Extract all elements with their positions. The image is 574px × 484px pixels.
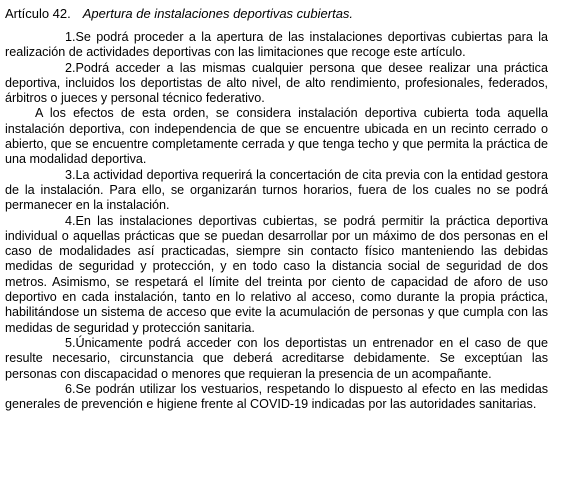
paragraph-2-definition: [5, 106, 548, 167]
paragraph-3: [5, 168, 548, 214]
paragraph-2: [5, 61, 548, 107]
paragraph-4: [5, 214, 548, 336]
paragraph-text: Podrá acceder a las mismas cualquier persona que desee realizar una práctica deportiva, incluidos los deportistas de alto nivel, de alto rendimiento, profesionales, federados, árbitros o jueces y personal técnico federativo.: [5, 60, 548, 106]
article-heading: Apertura de instalaciones deportivas cubiertas.: [82, 6, 354, 21]
paragraph-number: 1.: [65, 30, 76, 44]
paragraph-number: 4.: [65, 213, 76, 228]
paragraph-number: 3.: [65, 167, 76, 182]
article-number: Artículo 42.: [5, 6, 71, 21]
paragraph-text: La actividad deportiva requerirá la concertación de cita previa con la entidad gestora de la instalación. Para ello, se organizarán turnos horarios, fuera de los cuales no se podrá permanecer en la instalación.: [5, 167, 548, 213]
article-title: [5, 6, 548, 21]
paragraph-text: Se podrán utilizar los vestuarios, respetando lo dispuesto al efecto en las medidas generales de prevención e higiene frente al COVID-19 indicadas por las autoridades sanitarias.: [5, 381, 548, 412]
paragraph-5: [5, 336, 548, 382]
paragraph-number: 6.: [65, 381, 76, 396]
paragraph-6: [5, 382, 548, 413]
paragraph-text: A los efectos de esta orden, se considera instalación deportiva cubierta toda aquella instalación deportiva, con independencia de que se encuentre ubicada en un recinto cerrado o abierto, que se encuentre completamente cerrada y que tenga techo y que permita la práctica de una modalidad deportiva.: [5, 106, 548, 167]
paragraph-text: Únicamente podrá acceder con los deportistas un entrenador en el caso de que resulte necesario, circunstancia que deberá acreditarse debidamente. Se exceptúan las personas con discapacidad o menores que requieran la presencia de un acompañante.: [5, 335, 548, 381]
paragraph-text: En las instalaciones deportivas cubiertas, se podrá permitir la práctica deportiva individual o aquellas prácticas que se puedan desarrollar por un máximo de dos personas en el caso de modalidades así practicadas, siempre sin contacto físico manteniendo las debidas medidas de seguridad y protección, y en todo caso la distancia social de seguridad de dos metros. Asimismo, se respetará el límite del treinta por ciento de capacidad de aforo de uso deportivo en cada instalación, tanto en lo relativo al acceso, como durante la propia práctica, habilitándose un sistema de acceso que evite la acumulación de personas y que cumpla con las medidas de seguridad y protección sanitaria.: [5, 213, 548, 335]
paragraph-1: [5, 30, 548, 61]
paragraph-text: Se podrá proceder a la apertura de las instalaciones deportivas cubiertas para la realización de actividades deportivas con las limitaciones que recoge este artículo.: [5, 30, 548, 60]
paragraph-number: 5.: [65, 335, 76, 350]
paragraph-number: 2.: [65, 60, 76, 75]
